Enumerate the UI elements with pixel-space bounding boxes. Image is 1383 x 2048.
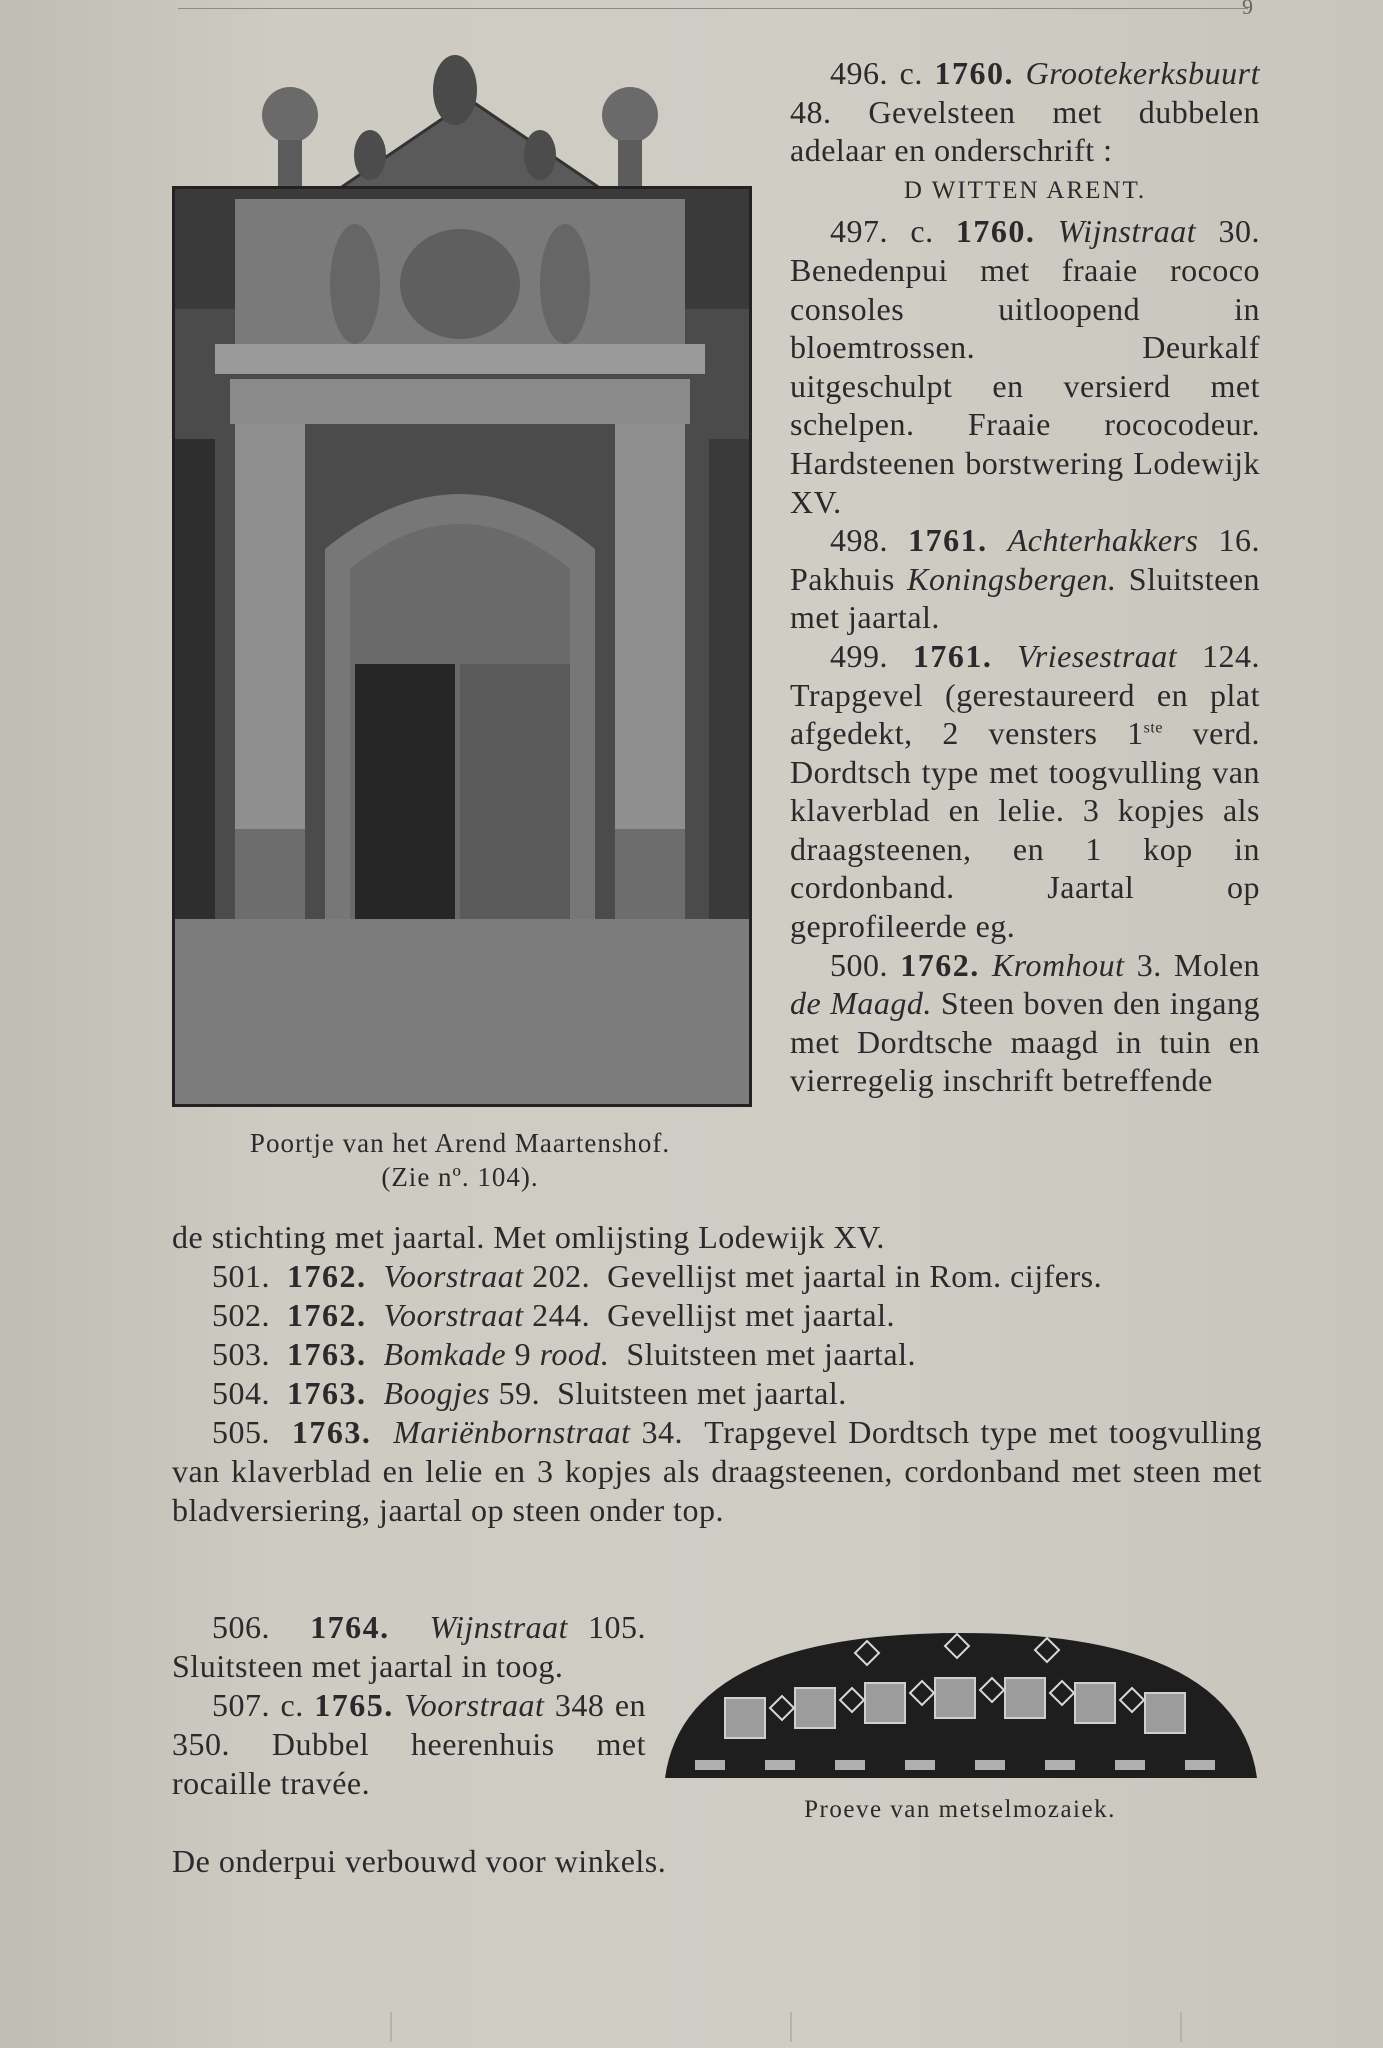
gate-crest-ornament xyxy=(250,45,690,195)
entry-498: 498. 1761. Achterhakkers 16. Pakhuis Koningsbergen. Sluitsteen met jaartal. xyxy=(790,522,1261,636)
full-width-entries xyxy=(172,1218,1262,1530)
top-rule xyxy=(178,8,1248,9)
gate-photograph xyxy=(172,186,752,1107)
lower-left-entries xyxy=(172,1608,646,1803)
entry-504: 504. 1763. Boogjes 59. Sluitsteen met jaartal. xyxy=(212,1375,847,1411)
page-mark xyxy=(790,2012,792,2042)
right-column xyxy=(790,54,1260,1100)
entry-496: 496. c. 1760. Grootekerksbuurt 48. Gevelsteen met dubbelen adelaar en onderschrift : xyxy=(790,55,1261,169)
page-mark xyxy=(1180,2012,1182,2042)
inscription: D WITTEN ARENT. xyxy=(903,176,1147,204)
mosaic-caption: Proeve van metselmozaiek. xyxy=(804,1796,1116,1823)
page-number: 9 xyxy=(1242,0,1253,19)
entry-507-continued: De onderpui verbouwd voor winkels. xyxy=(172,1843,667,1879)
entry-500-continued: de stichting met jaartal. Met omlijsting Lodewijk XV. xyxy=(172,1219,885,1255)
caption-line-1: Poortje van het Arend Maartenshof. xyxy=(249,1128,671,1158)
entry-499: 499. 1761. Vriesestraat 124. Trapgevel (gerestaureerd en plat afgedekt, 2 vensters 1ste verd. Dordtsch type met toogvulling van klaverblad en lelie. 3 kopjes als draagsteenen, en 1 kop in cordonband. Jaartal op geprofileerde eg. xyxy=(790,637,1261,945)
page-mark xyxy=(390,2012,392,2042)
entry-497: 497. c. 1760. Wijnstraat 30. Benedenpui met fraaie rococo consoles uitloopend in bloemtrossen. Deurkalf uitgeschulpt en versierd met schelpen. Fraaie rococodeur. Hardsteenen borstwering Lodewijk XV. xyxy=(790,213,1260,520)
caption-line-2: (Zie nº. 104). xyxy=(381,1162,539,1192)
brick-mosaic-illustration xyxy=(655,1628,1267,1780)
entry-506: 506. 1764. Wijnstraat 105. Sluitsteen met jaartal in toog. xyxy=(172,1609,647,1684)
entry-502: 502. 1762. Voorstraat 244. Gevellijst met jaartal. xyxy=(212,1297,895,1333)
entry-501: 501. 1762. Voorstraat 202. Gevellijst met jaartal in Rom. cijfers. xyxy=(212,1258,1103,1294)
photo-caption xyxy=(185,1126,735,1194)
entry-503: 503. 1763. Bomkade 9 rood. Sluitsteen met jaartal. xyxy=(212,1336,916,1372)
entry-507: 507. c. 1765. Voorstraat 348 en 350. Dubbel heerenhuis met rocaille travée. xyxy=(172,1687,647,1801)
entry-500: 500. 1762. Kromhout 3. Molen de Maagd. Steen boven den ingang met Dordtsche maagd in tuin en vierregelig inschrift betreffende xyxy=(790,946,1261,1099)
entry-505: 505. 1763. Mariënbornstraat 34. Trapgevel Dordtsch type met toogvulling van klaverblad en lelie en 3 kopjes als draagsteenen, cordonband met steen met bladversiering, jaartal op steen onder top. xyxy=(172,1414,1263,1528)
